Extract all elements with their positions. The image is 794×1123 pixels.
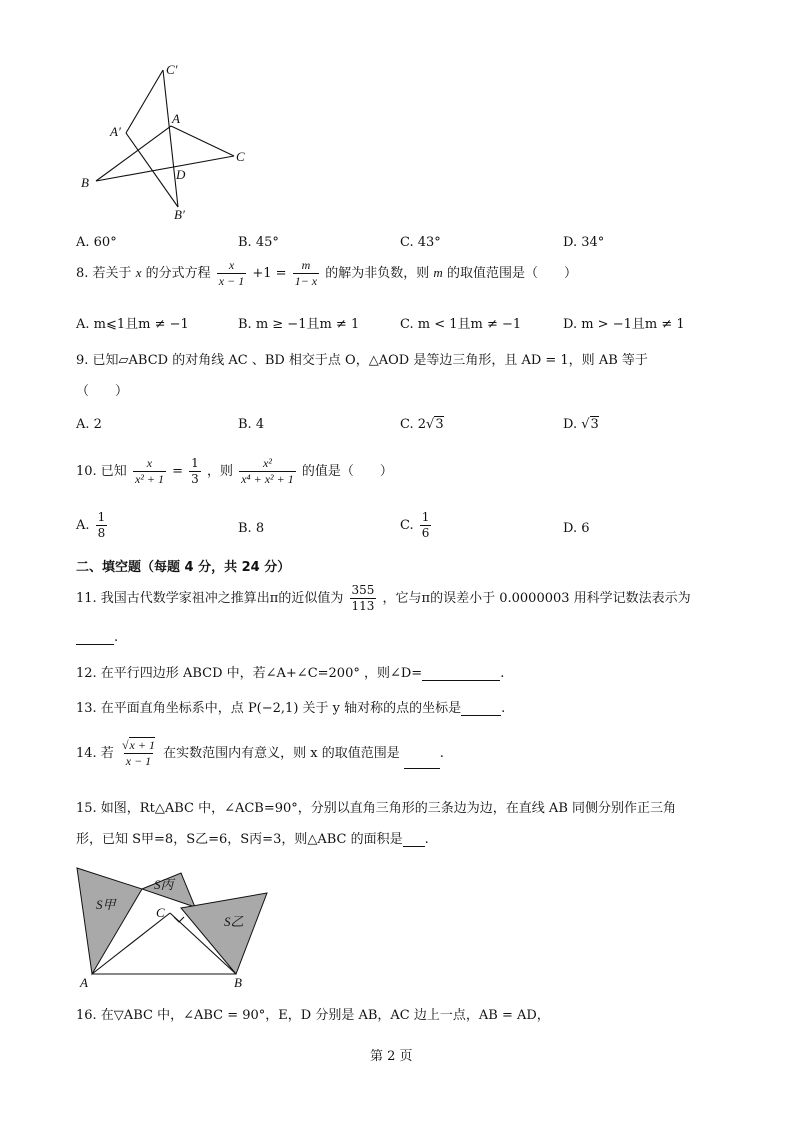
label-a-prime: A′ (110, 124, 121, 139)
segment-a-c (171, 126, 234, 156)
q8-plus-one: +1 = (252, 266, 287, 281)
q12-answer-blank[interactable] (422, 666, 500, 681)
q14-num (120, 738, 157, 753)
q14-fraction (120, 738, 157, 769)
question-13 (76, 697, 505, 716)
q9-option-b[interactable]: B. 4 (238, 417, 265, 432)
q8-frac1-num: x (228, 258, 235, 272)
label-c: C (156, 905, 165, 920)
q11-prefix: 11. 我国古代数学家祖冲之推算出π的近似值为 (76, 591, 344, 606)
segment-b-c (96, 156, 234, 181)
q10-option-c-den: 6 (421, 526, 430, 540)
q7-option-d[interactable]: D. 34° (563, 235, 605, 250)
q9-line-2: （ ） (76, 384, 129, 399)
figure-q15 (70, 862, 280, 990)
q10-fraction-1 (133, 456, 166, 487)
q9-option-d-prefix: D. (563, 417, 578, 432)
q15-line-2 (76, 828, 429, 847)
q14-end: . (439, 746, 444, 761)
q12-end: . (500, 666, 505, 681)
q8-text2: 的解为非负数，则 (325, 266, 430, 281)
q10-option-a-num: 1 (97, 510, 106, 524)
q8-fraction-1 (217, 258, 246, 289)
q8-frac2-den: 1− x (294, 274, 318, 288)
q8-frac2-num: m (301, 258, 311, 272)
q10-mid: ，则 (206, 464, 233, 479)
q13-text: 13. 在平面直角坐标系中，点 P(−2,1) 关于 y 轴对称的点的坐标是 (76, 701, 462, 716)
q15-line-1: 15. 如图，Rt△ABC 中，∠ACB=90°，分别以直角三角形的三条边为边，在直线 AB 同侧分别作正三角 (76, 801, 676, 816)
label-b-prime: B′ (174, 207, 185, 222)
section-2-title: 二、填空题（每题 4 分，共 24 分） (76, 560, 291, 575)
q9-option-d-radicand: 3 (590, 417, 599, 432)
q14-den: x − 1 (125, 754, 152, 768)
q8-frac1-den: x − 1 (218, 274, 245, 288)
right-angle-mark (174, 917, 184, 922)
q10-option-a[interactable] (76, 510, 109, 541)
q7-option-a[interactable]: A. 60° (76, 235, 117, 250)
q8-option-c[interactable]: C. m < 1且m ≠ −1 (400, 317, 522, 332)
q7-option-c[interactable]: C. 43° (400, 235, 441, 250)
q11-answer-line (76, 630, 118, 645)
q15-end: . (424, 832, 429, 847)
segment-b-a (96, 126, 171, 181)
label-a: A (80, 975, 88, 990)
q8-option-b[interactable]: B. m ≥ −1且m ≠ 1 (238, 317, 360, 332)
q9-option-a[interactable]: A. 2 (76, 417, 102, 432)
q10-eq: = (172, 464, 184, 479)
q10-option-d[interactable]: D. 6 (563, 521, 590, 536)
sqrt-symbol: √ (581, 417, 590, 432)
q10-f2-den: 3 (191, 472, 199, 486)
q11-den: 113 (351, 599, 375, 613)
q10-fraction-2 (189, 456, 201, 487)
segment-c-prime-b-prime (163, 70, 178, 207)
question-8 (76, 258, 577, 289)
segment-a-prime-b-prime (126, 133, 178, 207)
label-a: A (172, 111, 180, 126)
q11-fraction (350, 583, 377, 614)
q10-f1-num: x (146, 456, 153, 470)
q8-text3: 的取值范围是（ ） (446, 266, 577, 281)
q10-f1-den: x² + 1 (134, 472, 164, 486)
sqrt-symbol: √ (121, 738, 129, 752)
sqrt-symbol: √ (426, 417, 435, 432)
q15-answer-blank[interactable] (403, 832, 425, 847)
q11-answer-blank[interactable] (76, 630, 114, 645)
question-10 (76, 456, 393, 487)
label-c: C (236, 149, 245, 164)
q7-option-b[interactable]: B. 45° (238, 235, 279, 250)
q10-option-c-label: C. (400, 518, 414, 533)
q11-num: 355 (351, 583, 375, 597)
q9-option-c-prefix: C. 2 (400, 417, 427, 432)
q10-prefix: 10. 已知 (76, 464, 127, 479)
q14-num-radicand: x + 1 (129, 738, 155, 752)
q10-option-c-num: 1 (421, 510, 430, 524)
label-c-prime: C′ (166, 62, 178, 77)
q10-suffix: 的值是（ ） (301, 464, 393, 479)
q8-var-x: x (135, 265, 142, 280)
q10-option-a-den: 8 (97, 526, 106, 540)
question-11 (76, 583, 691, 614)
q10-option-b[interactable]: B. 8 (238, 521, 265, 536)
label-s-bing: S丙 (154, 877, 174, 892)
q13-end: . (501, 701, 506, 716)
q10-option-c-fraction (420, 510, 432, 541)
figure-q7 (70, 58, 270, 228)
q10-f3-num: x² (262, 456, 272, 470)
page-number: 第 2 页 (370, 1049, 413, 1064)
q10-fraction-3 (239, 456, 296, 487)
q14-suffix: 在实数范围内有意义，则 x 的取值范围是 (163, 746, 400, 761)
q9-option-d[interactable] (563, 417, 599, 432)
q11-end: . (114, 630, 119, 645)
q12-text: 12. 在平行四边形 ABCD 中，若∠A+∠C=200° ，则∠D= (76, 666, 423, 681)
q8-text1: 的分式方程 (145, 266, 211, 281)
q9-option-c[interactable] (400, 417, 444, 432)
label-b: B (234, 975, 242, 990)
q8-option-a[interactable]: A. m⩽1且m ≠ −1 (76, 317, 189, 332)
label-d: D (176, 167, 186, 182)
q14-prefix: 14. 若 (76, 746, 114, 761)
q14-answer-blank[interactable] (404, 754, 440, 769)
q13-answer-blank[interactable] (461, 701, 501, 716)
q10-f2-num: 1 (191, 456, 199, 470)
question-14 (76, 738, 444, 769)
triangle-s-jia (77, 868, 142, 974)
q9-line-1: 9. 已知▱ABCD 的对角线 AC 、BD 相交于点 O，△AOD 是等边三角形，且 AD = 1，则 AB 等于 (76, 353, 648, 368)
q11-suffix: ，它与π的误差小于 0.0000003 用科学记数法表示为 (382, 591, 691, 606)
label-s-jia: S甲 (96, 897, 116, 912)
question-16: 16. 在▽ABC 中，∠ABC = 90°，E，D 分别是 AB，AC 边上一点，AB = AD， (76, 1008, 550, 1023)
q10-option-a-label: A. (76, 518, 90, 533)
q15-line-2-text: 形，已知 S甲=8，S乙=6，S丙=3，则△ABC 的面积是 (76, 832, 403, 847)
q10-option-c[interactable] (400, 510, 433, 541)
label-s-yi: S乙 (224, 914, 244, 929)
q8-option-d[interactable]: D. m > −1且m ≠ 1 (563, 317, 685, 332)
q9-option-c-radicand: 3 (435, 417, 444, 432)
q10-option-a-fraction (96, 510, 108, 541)
q10-f3-den: x⁴ + x² + 1 (241, 472, 294, 486)
q8-var-m: m (433, 265, 443, 280)
q8-fraction-2 (293, 258, 319, 289)
q8-prefix: 8. 若关于 (76, 266, 132, 281)
label-b: B (81, 175, 89, 190)
segment-c-prime-a-prime (126, 70, 163, 133)
question-12 (76, 662, 504, 681)
